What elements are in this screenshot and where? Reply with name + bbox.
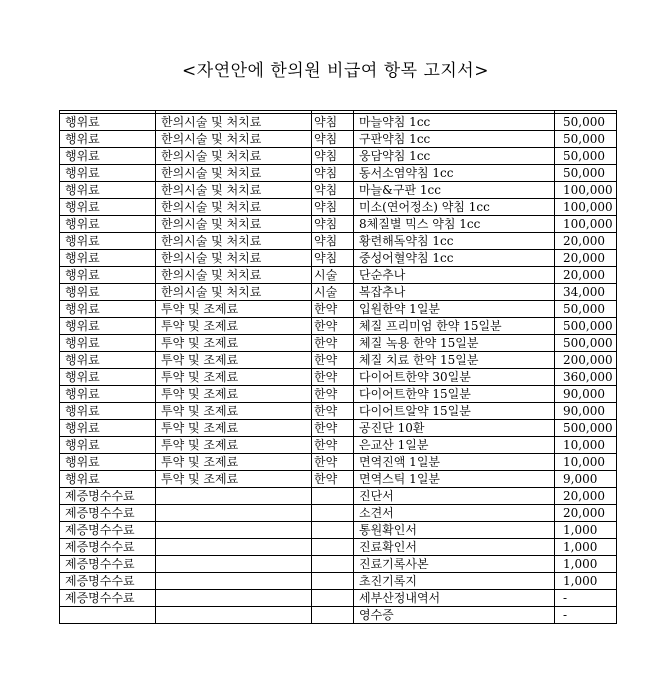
price-cell: 50,000 (555, 131, 617, 148)
kind-cell: 한약 (312, 335, 354, 352)
table-row (60, 148, 617, 165)
kind-cell: 약침 (312, 131, 354, 148)
category-cell: 행위료 (60, 216, 156, 233)
category-cell: 행위료 (60, 420, 156, 437)
category-cell: 행위료 (60, 233, 156, 250)
price-cell: 100,000 (555, 182, 617, 199)
subcategory-cell (156, 573, 312, 590)
table-row (60, 437, 617, 454)
item-name-cell: 황련해독약침 1cc (354, 233, 555, 250)
subcategory-cell: 투약 및 조제료 (156, 420, 312, 437)
item-name-cell: 공진단 10환 (354, 420, 555, 437)
price-cell: 500,000 (555, 335, 617, 352)
price-cell: 20,000 (555, 488, 617, 505)
category-cell: 행위료 (60, 284, 156, 301)
category-cell: 행위료 (60, 318, 156, 335)
table-row (60, 267, 617, 284)
kind-cell: 한약 (312, 386, 354, 403)
subcategory-cell (156, 556, 312, 573)
item-name-cell: 진단서 (354, 488, 555, 505)
item-name-cell: 다이어트한약 30일분 (354, 369, 555, 386)
kind-cell: 한약 (312, 352, 354, 369)
table-row (60, 471, 617, 488)
item-name-cell: 은교산 1일분 (354, 437, 555, 454)
kind-cell: 한약 (312, 471, 354, 488)
price-cell: 1,000 (555, 522, 617, 539)
table-row (60, 505, 617, 522)
item-name-cell: 영수증 (354, 607, 555, 624)
subcategory-cell: 투약 및 조제료 (156, 318, 312, 335)
category-cell: 행위료 (60, 301, 156, 318)
item-name-cell: 체질 프리미엄 한약 15일분 (354, 318, 555, 335)
price-cell: - (555, 607, 617, 624)
table-row (60, 403, 617, 420)
subcategory-cell: 한의시술 및 처치료 (156, 165, 312, 182)
category-cell: 행위료 (60, 250, 156, 267)
kind-cell: 약침 (312, 250, 354, 267)
subcategory-cell: 한의시술 및 처치료 (156, 250, 312, 267)
category-cell (60, 607, 156, 624)
page-title: <자연안에 한의원 비급여 항목 고지서> (182, 61, 489, 81)
table-row (60, 199, 617, 216)
fee-table-body (60, 111, 617, 624)
table-row (60, 301, 617, 318)
subcategory-cell: 투약 및 조제료 (156, 437, 312, 454)
category-cell: 제증명수수료 (60, 488, 156, 505)
category-cell: 행위료 (60, 352, 156, 369)
category-cell: 행위료 (60, 199, 156, 216)
item-name-cell: 중성어혈약침 1cc (354, 250, 555, 267)
item-name-cell: 복잡추나 (354, 284, 555, 301)
item-name-cell: 마늘&구판 1cc (354, 182, 555, 199)
price-cell: 10,000 (555, 454, 617, 471)
price-cell: 50,000 (555, 165, 617, 182)
kind-cell: 약침 (312, 148, 354, 165)
subcategory-cell: 한의시술 및 처치료 (156, 284, 312, 301)
kind-cell: 약침 (312, 114, 354, 131)
price-cell: 34,000 (555, 284, 617, 301)
subcategory-cell: 투약 및 조제료 (156, 352, 312, 369)
table-row (60, 539, 617, 556)
price-cell: 20,000 (555, 250, 617, 267)
category-cell: 제증명수수료 (60, 590, 156, 607)
kind-cell: 한약 (312, 369, 354, 386)
kind-cell: 약침 (312, 216, 354, 233)
table-row (60, 284, 617, 301)
subcategory-cell: 투약 및 조제료 (156, 403, 312, 420)
subcategory-cell: 한의시술 및 처치료 (156, 267, 312, 284)
kind-cell (312, 573, 354, 590)
price-cell: 50,000 (555, 148, 617, 165)
item-name-cell: 다이어트알약 15일분 (354, 403, 555, 420)
category-cell: 행위료 (60, 165, 156, 182)
table-row (60, 386, 617, 403)
kind-cell: 한약 (312, 437, 354, 454)
price-cell: - (555, 590, 617, 607)
table-row (60, 590, 617, 607)
kind-cell: 시술 (312, 267, 354, 284)
subcategory-cell (156, 488, 312, 505)
subcategory-cell: 한의시술 및 처치료 (156, 233, 312, 250)
price-cell: 100,000 (555, 216, 617, 233)
price-cell: 20,000 (555, 505, 617, 522)
subcategory-cell: 한의시술 및 처치료 (156, 114, 312, 131)
category-cell: 제증명수수료 (60, 522, 156, 539)
category-cell: 행위료 (60, 131, 156, 148)
price-cell: 500,000 (555, 420, 617, 437)
table-row (60, 369, 617, 386)
table-row (60, 165, 617, 182)
table-row (60, 233, 617, 250)
category-cell: 행위료 (60, 369, 156, 386)
kind-cell: 한약 (312, 318, 354, 335)
subcategory-cell (156, 607, 312, 624)
category-cell: 행위료 (60, 454, 156, 471)
category-cell: 행위료 (60, 267, 156, 284)
category-cell: 제증명수수료 (60, 556, 156, 573)
category-cell: 행위료 (60, 471, 156, 488)
item-name-cell: 초진기록지 (354, 573, 555, 590)
kind-cell: 약침 (312, 199, 354, 216)
table-row (60, 352, 617, 369)
subcategory-cell: 한의시술 및 처치료 (156, 199, 312, 216)
subcategory-cell: 한의시술 및 처치료 (156, 182, 312, 199)
item-name-cell: 소견서 (354, 505, 555, 522)
subcategory-cell: 한의시술 및 처치료 (156, 216, 312, 233)
item-name-cell: 진료기록사본 (354, 556, 555, 573)
category-cell: 행위료 (60, 437, 156, 454)
kind-cell (312, 590, 354, 607)
table-row (60, 114, 617, 131)
kind-cell: 약침 (312, 182, 354, 199)
item-name-cell: 웅담약침 1cc (354, 148, 555, 165)
category-cell: 제증명수수료 (60, 539, 156, 556)
item-name-cell: 미소(연어정소) 약침 1cc (354, 199, 555, 216)
price-cell: 10,000 (555, 437, 617, 454)
item-name-cell: 구판약침 1cc (354, 131, 555, 148)
table-row (60, 573, 617, 590)
price-cell: 50,000 (555, 114, 617, 131)
kind-cell: 시술 (312, 284, 354, 301)
category-cell: 제증명수수료 (60, 505, 156, 522)
table-row (60, 556, 617, 573)
price-cell: 90,000 (555, 386, 617, 403)
kind-cell: 약침 (312, 233, 354, 250)
item-name-cell: 체질 치료 한약 15일분 (354, 352, 555, 369)
category-cell: 제증명수수료 (60, 573, 156, 590)
item-name-cell: 체질 녹용 한약 15일분 (354, 335, 555, 352)
subcategory-cell: 투약 및 조제료 (156, 301, 312, 318)
item-name-cell: 단순추나 (354, 267, 555, 284)
kind-cell (312, 607, 354, 624)
price-cell: 1,000 (555, 539, 617, 556)
subcategory-cell: 투약 및 조제료 (156, 369, 312, 386)
kind-cell (312, 505, 354, 522)
item-name-cell: 진료확인서 (354, 539, 555, 556)
table-row (60, 488, 617, 505)
item-name-cell: 다이어트한약 15일분 (354, 386, 555, 403)
kind-cell (312, 488, 354, 505)
price-cell: 50,000 (555, 301, 617, 318)
kind-cell: 한약 (312, 403, 354, 420)
subcategory-cell (156, 590, 312, 607)
table-row (60, 522, 617, 539)
category-cell: 행위료 (60, 386, 156, 403)
item-name-cell: 통원확인서 (354, 522, 555, 539)
table-row (60, 318, 617, 335)
subcategory-cell (156, 539, 312, 556)
kind-cell: 한약 (312, 301, 354, 318)
item-name-cell: 면역스틱 1일분 (354, 471, 555, 488)
subcategory-cell (156, 522, 312, 539)
table-row (60, 250, 617, 267)
subcategory-cell: 한의시술 및 처치료 (156, 131, 312, 148)
subcategory-cell: 투약 및 조제료 (156, 471, 312, 488)
price-cell: 20,000 (555, 233, 617, 250)
table-row (60, 335, 617, 352)
price-cell: 500,000 (555, 318, 617, 335)
category-cell: 행위료 (60, 182, 156, 199)
price-cell: 9,000 (555, 471, 617, 488)
item-name-cell: 8체질별 믹스 약침 1cc (354, 216, 555, 233)
item-name-cell: 면역진액 1일분 (354, 454, 555, 471)
price-cell: 100,000 (555, 199, 617, 216)
price-cell: 1,000 (555, 573, 617, 590)
price-cell: 20,000 (555, 267, 617, 284)
table-row (60, 182, 617, 199)
subcategory-cell: 투약 및 조제료 (156, 335, 312, 352)
price-cell: 90,000 (555, 403, 617, 420)
category-cell: 행위료 (60, 403, 156, 420)
item-name-cell: 입원한약 1일분 (354, 301, 555, 318)
kind-cell: 한약 (312, 420, 354, 437)
subcategory-cell (156, 505, 312, 522)
kind-cell (312, 539, 354, 556)
item-name-cell: 마늘약침 1cc (354, 114, 555, 131)
table-row (60, 131, 617, 148)
subcategory-cell: 한의시술 및 처치료 (156, 148, 312, 165)
item-name-cell: 세부산정내역서 (354, 590, 555, 607)
category-cell: 행위료 (60, 114, 156, 131)
category-cell: 행위료 (60, 148, 156, 165)
table-row (60, 454, 617, 471)
table-row (60, 216, 617, 233)
kind-cell: 한약 (312, 454, 354, 471)
item-name-cell: 동서소염약침 1cc (354, 165, 555, 182)
kind-cell (312, 556, 354, 573)
price-cell: 1,000 (555, 556, 617, 573)
category-cell: 행위료 (60, 335, 156, 352)
subcategory-cell: 투약 및 조제료 (156, 386, 312, 403)
kind-cell: 약침 (312, 165, 354, 182)
price-cell: 360,000 (555, 369, 617, 386)
table-row (60, 420, 617, 437)
kind-cell (312, 522, 354, 539)
price-cell: 200,000 (555, 352, 617, 369)
fee-table (59, 110, 617, 624)
table-row (60, 607, 617, 624)
subcategory-cell: 투약 및 조제료 (156, 454, 312, 471)
